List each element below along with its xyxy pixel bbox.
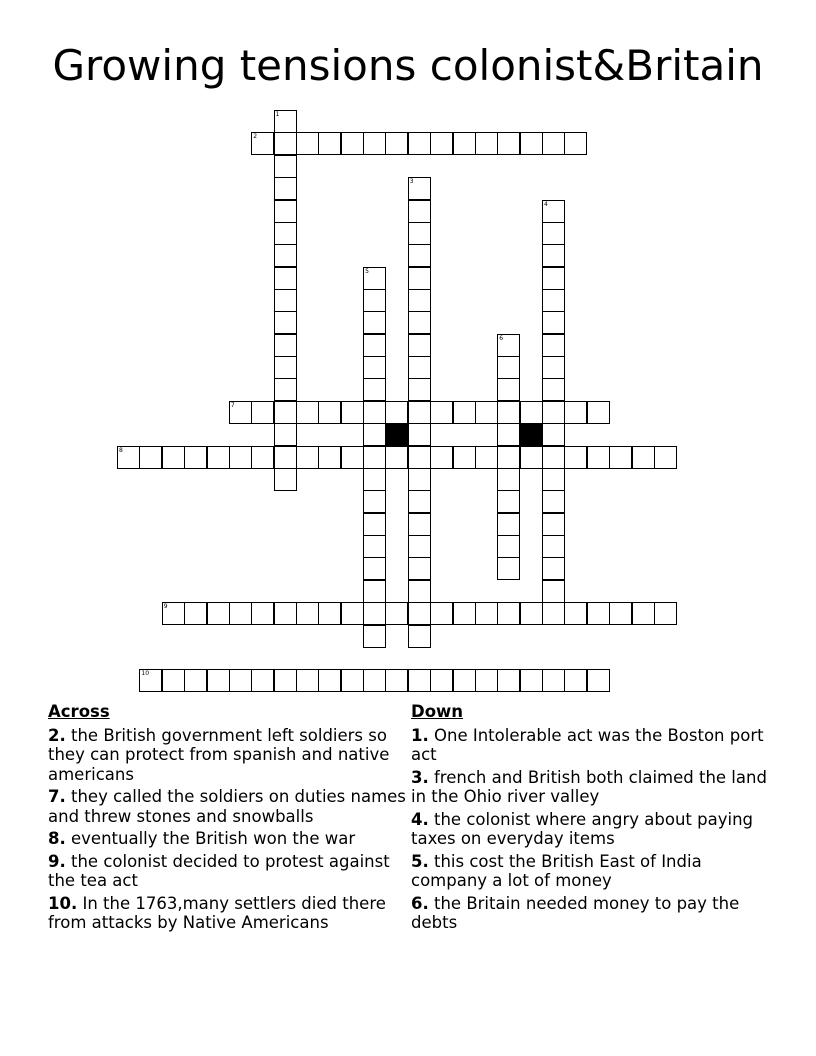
crossword-cell[interactable] — [385, 401, 408, 424]
crossword-cell[interactable] — [542, 669, 565, 692]
crossword-cell[interactable] — [408, 490, 431, 513]
crossword-cell[interactable] — [296, 669, 319, 692]
crossword-cell[interactable] — [385, 132, 408, 155]
clue-number: 3. — [411, 767, 429, 787]
crossword-cell[interactable] — [453, 132, 476, 155]
crossword-cell[interactable] — [408, 311, 431, 334]
crossword-cell[interactable] — [408, 222, 431, 245]
crossword-cell[interactable] — [564, 132, 587, 155]
crossword-cell[interactable] — [564, 669, 587, 692]
clue-text: this cost the British East of India company a lot of money — [411, 851, 702, 890]
crossword-cell[interactable] — [318, 602, 341, 625]
crossword-cell[interactable] — [318, 446, 341, 469]
crossword-cell[interactable] — [497, 356, 520, 379]
crossword-cell[interactable] — [408, 378, 431, 401]
crossword-cell[interactable] — [274, 423, 297, 446]
clue-number: 4. — [411, 809, 429, 829]
crossword-cell[interactable] — [475, 602, 498, 625]
crossword-cell[interactable] — [542, 468, 565, 491]
crossword-cell[interactable] — [162, 446, 185, 469]
crossword-cell[interactable] — [542, 311, 565, 334]
crossword-cell[interactable] — [497, 669, 520, 692]
crossword-cell[interactable] — [408, 132, 431, 155]
crossword-cell[interactable] — [296, 446, 319, 469]
crossword-cell[interactable] — [363, 311, 386, 334]
down-clue-3 — [411, 768, 781, 807]
crossword-cell[interactable] — [184, 446, 207, 469]
crossword-cell[interactable] — [408, 602, 431, 625]
crossword-cell[interactable] — [229, 602, 252, 625]
crossword-cell[interactable] — [341, 602, 364, 625]
crossword-cell[interactable] — [542, 244, 565, 267]
crossword-cell[interactable] — [542, 356, 565, 379]
crossword-cell[interactable] — [274, 155, 297, 178]
crossword-cell[interactable] — [363, 334, 386, 357]
crossword-cell[interactable] — [408, 535, 431, 558]
clue-number: 5. — [411, 851, 429, 871]
crossword-cell[interactable] — [274, 602, 297, 625]
crossword-cell[interactable] — [430, 602, 453, 625]
clue-text: eventually the British won the war — [71, 829, 356, 848]
black-square — [385, 423, 408, 446]
crossword-cell[interactable] — [564, 446, 587, 469]
crossword-cell[interactable] — [274, 267, 297, 290]
crossword-cell[interactable] — [654, 446, 677, 469]
crossword-cell[interactable] — [274, 669, 297, 692]
crossword-cell[interactable] — [274, 110, 297, 133]
crossword-cell[interactable] — [408, 356, 431, 379]
crossword-cell[interactable] — [341, 132, 364, 155]
crossword-cell[interactable] — [385, 446, 408, 469]
puzzle-title: Growing tensions colonist&Britain — [52, 41, 764, 90]
crossword-cell[interactable] — [542, 423, 565, 446]
crossword-cell[interactable] — [408, 423, 431, 446]
crossword-cell[interactable] — [497, 490, 520, 513]
crossword-cell[interactable] — [296, 401, 319, 424]
across-heading: Across — [48, 702, 110, 721]
crossword-cell[interactable] — [542, 289, 565, 312]
crossword-cell[interactable] — [520, 602, 543, 625]
crossword-cell[interactable] — [542, 446, 565, 469]
crossword-cell[interactable] — [229, 669, 252, 692]
crossword-cell[interactable] — [162, 669, 185, 692]
crossword-cell[interactable] — [430, 446, 453, 469]
crossword-cell[interactable] — [296, 602, 319, 625]
crossword-cell[interactable] — [587, 669, 610, 692]
crossword-cell[interactable] — [497, 535, 520, 558]
crossword-cell[interactable] — [363, 669, 386, 692]
crossword-cell[interactable] — [207, 446, 230, 469]
crossword-cell[interactable] — [609, 602, 632, 625]
crossword-cell[interactable] — [363, 468, 386, 491]
clue-text: One Intolerable act was the Boston port act — [411, 725, 764, 764]
down-clues — [411, 702, 781, 936]
crossword-cell[interactable] — [497, 557, 520, 580]
crossword-cell[interactable] — [497, 334, 520, 357]
crossword-cell[interactable] — [408, 244, 431, 267]
crossword-cell[interactable] — [363, 356, 386, 379]
crossword-cell[interactable] — [251, 602, 274, 625]
crossword-cell[interactable] — [542, 401, 565, 424]
crossword-cell[interactable] — [497, 513, 520, 536]
black-square — [520, 423, 543, 446]
crossword-cell[interactable] — [587, 446, 610, 469]
crossword-cell[interactable] — [318, 401, 341, 424]
crossword-cell[interactable] — [408, 468, 431, 491]
crossword-cell[interactable] — [408, 625, 431, 648]
down-clue-1 — [411, 726, 781, 765]
crossword-cell[interactable] — [363, 557, 386, 580]
crossword-cell[interactable] — [632, 446, 655, 469]
crossword-cell[interactable] — [363, 267, 386, 290]
crossword-cell[interactable] — [542, 557, 565, 580]
across-clue-9 — [48, 852, 408, 891]
crossword-cell[interactable] — [453, 401, 476, 424]
crossword-cell[interactable] — [453, 602, 476, 625]
cell-number: 2 — [253, 133, 258, 141]
crossword-cell[interactable] — [274, 177, 297, 200]
crossword-cell[interactable] — [497, 602, 520, 625]
crossword-cell[interactable] — [430, 401, 453, 424]
crossword-cell[interactable] — [139, 446, 162, 469]
crossword-cell[interactable] — [408, 334, 431, 357]
crossword-cell[interactable] — [341, 669, 364, 692]
across-clue-8 — [48, 829, 408, 849]
crossword-cell[interactable] — [251, 446, 274, 469]
crossword-cell[interactable] — [408, 200, 431, 223]
down-heading: Down — [411, 702, 464, 721]
crossword-cell[interactable] — [274, 289, 297, 312]
crossword-cell[interactable] — [363, 602, 386, 625]
crossword-cell[interactable] — [453, 669, 476, 692]
crossword-cell[interactable] — [274, 446, 297, 469]
crossword-cell[interactable] — [274, 311, 297, 334]
crossword-cell[interactable] — [564, 401, 587, 424]
cell-number: 4 — [544, 200, 548, 208]
clue-number: 10. — [48, 893, 78, 913]
crossword-cell[interactable] — [408, 401, 431, 424]
crossword-cell[interactable] — [475, 401, 498, 424]
crossword-cell[interactable] — [318, 132, 341, 155]
crossword-cell[interactable] — [430, 669, 453, 692]
crossword-cell[interactable] — [408, 513, 431, 536]
crossword-cell[interactable] — [520, 669, 543, 692]
crossword-cell[interactable] — [564, 602, 587, 625]
clue-text: In the 1763,many settlers died there from attacks by Native Americans — [48, 893, 386, 932]
crossword-cell[interactable] — [363, 423, 386, 446]
crossword-cell[interactable] — [609, 446, 632, 469]
across-clue-2 — [48, 726, 408, 785]
crossword-cell[interactable] — [385, 669, 408, 692]
crossword-cell[interactable] — [542, 580, 565, 603]
crossword-cell[interactable] — [363, 513, 386, 536]
clue-text: french and British both claimed the land in the Ohio river valley — [411, 767, 767, 806]
crossword-cell[interactable] — [475, 669, 498, 692]
crossword-cell[interactable] — [542, 334, 565, 357]
down-clue-6 — [411, 894, 781, 933]
crossword-cell[interactable] — [207, 602, 230, 625]
down-clue-4 — [411, 810, 781, 849]
crossword-cell[interactable] — [408, 580, 431, 603]
crossword-cell[interactable] — [520, 132, 543, 155]
clue-text: they called the soldiers on duties names and threw stones and snowballs — [48, 787, 406, 826]
across-clues — [48, 702, 408, 936]
crossword-cell[interactable] — [363, 378, 386, 401]
crossword-cell[interactable] — [587, 602, 610, 625]
clue-number: 8. — [48, 829, 66, 848]
clue-number: 6. — [411, 893, 429, 913]
crossword-cell[interactable] — [542, 513, 565, 536]
crossword-cell[interactable] — [385, 602, 408, 625]
crossword-cell[interactable] — [542, 535, 565, 558]
crossword-cell[interactable] — [117, 446, 140, 469]
crossword-cell[interactable] — [542, 267, 565, 290]
crossword-cell[interactable] — [542, 490, 565, 513]
crossword-cell[interactable] — [408, 177, 431, 200]
across-clue-10 — [48, 894, 408, 933]
crossword-cell[interactable] — [318, 669, 341, 692]
crossword-cell[interactable] — [274, 244, 297, 267]
crossword-cell[interactable] — [251, 669, 274, 692]
crossword-cell[interactable] — [363, 625, 386, 648]
clue-text: the Britain needed money to pay the debts — [411, 893, 740, 932]
down-clue-5 — [411, 852, 781, 891]
crossword-cell[interactable] — [408, 669, 431, 692]
crossword-cell[interactable] — [363, 490, 386, 513]
clue-number: 7. — [48, 787, 66, 806]
crossword-cell[interactable] — [274, 356, 297, 379]
cell-number: 8 — [119, 446, 123, 454]
crossword-cell[interactable] — [497, 132, 520, 155]
cell-number: 3 — [409, 178, 414, 186]
crossword-cell[interactable] — [274, 200, 297, 223]
crossword-cell[interactable] — [229, 446, 252, 469]
crossword-cell[interactable] — [475, 132, 498, 155]
crossword-cell[interactable] — [363, 580, 386, 603]
cell-number: 5 — [365, 267, 369, 275]
crossword-cell[interactable] — [341, 401, 364, 424]
cell-number: 10 — [141, 670, 150, 678]
crossword-cell[interactable] — [542, 222, 565, 245]
crossword-cell[interactable] — [497, 378, 520, 401]
crossword-cell[interactable] — [162, 602, 185, 625]
crossword-cell[interactable] — [408, 267, 431, 290]
cell-number: 9 — [163, 603, 168, 611]
crossword-cell[interactable] — [274, 378, 297, 401]
crossword-cell[interactable] — [296, 132, 319, 155]
crossword-cell[interactable] — [251, 132, 274, 155]
crossword-cell[interactable] — [274, 334, 297, 357]
crossword-cell[interactable] — [363, 289, 386, 312]
crossword-cell[interactable] — [184, 602, 207, 625]
clue-text: the colonist where angry about paying taxes on everyday items — [411, 809, 753, 848]
crossword-cell[interactable] — [542, 200, 565, 223]
crossword-cell[interactable] — [453, 446, 476, 469]
cell-number: 6 — [499, 334, 504, 342]
crossword-cell[interactable] — [654, 602, 677, 625]
crossword-cell[interactable] — [229, 401, 252, 424]
crossword-cell[interactable] — [542, 602, 565, 625]
crossword-cell[interactable] — [497, 423, 520, 446]
crossword-cell[interactable] — [251, 401, 274, 424]
crossword-cell[interactable] — [274, 132, 297, 155]
crossword-cell[interactable] — [139, 669, 162, 692]
crossword-cell[interactable] — [587, 401, 610, 424]
crossword-cell[interactable] — [430, 132, 453, 155]
clue-text: the colonist decided to protest against the tea act — [48, 851, 390, 890]
cell-number: 7 — [230, 401, 235, 409]
crossword-cell[interactable] — [274, 401, 297, 424]
crossword-cell[interactable] — [363, 535, 386, 558]
crossword-cell[interactable] — [363, 446, 386, 469]
crossword-cell[interactable] — [497, 401, 520, 424]
clue-number: 1. — [411, 725, 429, 745]
crossword-cell[interactable] — [207, 669, 230, 692]
across-clue-7 — [48, 787, 408, 826]
crossword-cell[interactable] — [497, 468, 520, 491]
clue-number: 9. — [48, 851, 66, 871]
crossword-cell[interactable] — [632, 602, 655, 625]
crossword-cell[interactable] — [363, 132, 386, 155]
crossword-cell[interactable] — [408, 289, 431, 312]
crossword-cell[interactable] — [408, 557, 431, 580]
crossword-cell[interactable] — [274, 222, 297, 245]
crossword-cell[interactable] — [363, 401, 386, 424]
crossword-cell[interactable] — [520, 401, 543, 424]
crossword-cell[interactable] — [408, 446, 431, 469]
crossword-cell[interactable] — [542, 378, 565, 401]
crossword-cell[interactable] — [341, 446, 364, 469]
crossword-cell[interactable] — [542, 132, 565, 155]
crossword-cell[interactable] — [274, 468, 297, 491]
crossword-cell[interactable] — [184, 669, 207, 692]
clue-text: the British government left soldiers so they can protect from spanish and native americans — [48, 725, 390, 784]
crossword-cell[interactable] — [497, 446, 520, 469]
cell-number: 1 — [275, 111, 280, 118]
crossword-cell[interactable] — [520, 446, 543, 469]
clue-number: 2. — [48, 725, 66, 745]
crossword-cell[interactable] — [475, 446, 498, 469]
